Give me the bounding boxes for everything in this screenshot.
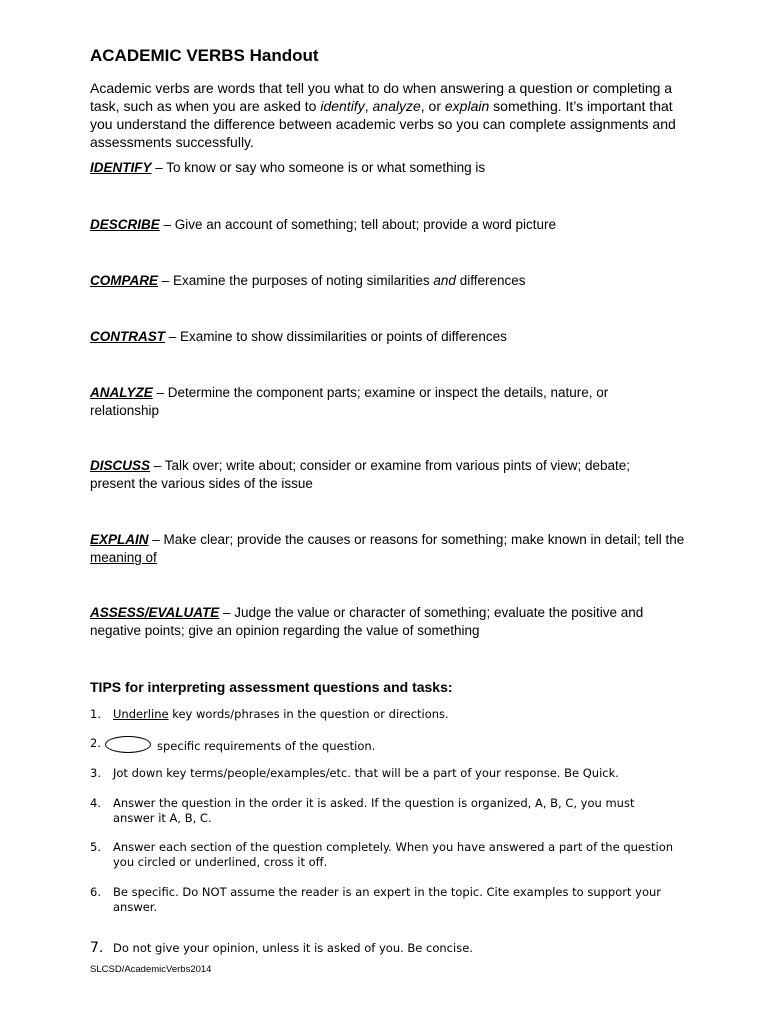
definition-text: – Determine the component parts; examine or inspect the details, nature, or relationship — [90, 385, 609, 418]
tip-text: Be specific. Do NOT assume the reader is an expert in the topic. Cite examples to support your answer. — [113, 885, 661, 914]
tip-text-rest: key words/phrases in the question or directions. — [168, 707, 449, 721]
definition-text: – Examine to show dissimilarities or points of differences — [165, 329, 507, 344]
oval-circle-icon — [105, 736, 151, 753]
tip-item-4 — [90, 796, 665, 826]
term-describe: DESCRIBE — [90, 217, 160, 232]
tip-number: 3. — [90, 766, 101, 780]
tip-item-7 — [90, 941, 690, 956]
term-discuss: DISCUSS — [90, 458, 151, 473]
tip-item-6 — [90, 885, 665, 915]
definition-text: – Examine the purposes of noting similarities — [158, 273, 434, 288]
tip-number: 5. — [90, 840, 101, 854]
term-explain: EXPLAIN — [90, 532, 149, 547]
definition-describe — [90, 216, 690, 234]
intro-text-2: something. It’s important that you understand the difference between academic verbs so you can complete assignments and assessments successfully. — [90, 98, 676, 150]
definition-assess-evaluate — [90, 604, 665, 640]
term-compare: COMPARE — [90, 273, 159, 288]
tip-text: Answer the question in the order it is asked. If the question is organized, A, B, C, you must answer it A, B, C. — [113, 796, 635, 825]
definition-text: – Talk over; write about; consider or examine from various pints of view; debate; present the various sides of the issue — [90, 458, 630, 491]
intro-em-identify: identify — [320, 98, 365, 114]
tip-text-rest: specific requirements of the question. — [157, 739, 376, 753]
intro-sep-2: , or — [420, 98, 445, 114]
tip-item-5 — [90, 840, 685, 870]
tip-text: Jot down key terms/people/examples/etc. that will be a part of your response. Be Quick. — [113, 766, 619, 780]
tip-item-2 — [90, 736, 690, 754]
page-title: ACADEMIC VERBS Handout — [90, 46, 319, 65]
term-contrast: CONTRAST — [90, 329, 165, 344]
tip-number: 4. — [90, 796, 101, 810]
tip-underlined: Underline — [113, 707, 169, 721]
intro-em-explain: explain — [444, 98, 490, 114]
definition-text: – Give an account of something; tell about; provide a word picture — [159, 217, 556, 232]
definition-contrast — [90, 328, 690, 346]
definition-emphasis: and — [433, 273, 456, 288]
definition-text: – To know or say who someone is or what something is — [151, 160, 486, 175]
tips-heading: TIPS for interpreting assessment questions and tasks: — [90, 679, 453, 695]
tip-number: 1. — [90, 707, 101, 721]
definition-underlined: meaning of — [90, 550, 157, 565]
tip-text — [113, 736, 690, 754]
tip-number: 2. — [90, 736, 101, 750]
tip-text — [113, 707, 690, 722]
intro-sep-1: , — [364, 98, 373, 114]
intro-em-analyze: analyze — [372, 98, 421, 114]
definition-text: differences — [455, 273, 526, 288]
intro-paragraph — [90, 79, 680, 151]
definition-explain — [90, 531, 690, 567]
page-footer: SLCSD/AcademicVerbs2014 — [90, 964, 212, 975]
definition-compare — [90, 272, 690, 290]
tip-item-1 — [90, 707, 690, 722]
term-identify: IDENTIFY — [90, 160, 152, 175]
definition-identify — [90, 159, 690, 177]
tip-text: Do not give your opinion, unless it is asked of you. Be concise. — [113, 941, 473, 955]
definition-analyze — [90, 384, 635, 420]
definition-text: – Judge the value or character of something; evaluate the positive and negative points; give an opinion regarding the value of something — [90, 605, 644, 638]
tip-item-3 — [90, 766, 690, 781]
definition-discuss — [90, 457, 660, 493]
tip-number: 6. — [90, 885, 101, 899]
tip-text: Answer each section of the question completely. When you have answered a part of the question you circled or underlined, cross it off. — [113, 840, 674, 869]
intro-text-1: Academic verbs are words that tell you what to do when answering a question or completing a task, such as when you are asked to — [90, 80, 673, 114]
term-analyze: ANALYZE — [90, 385, 153, 400]
tip-number: 7. — [90, 940, 104, 956]
term-assess-evaluate: ASSESS/EVALUATE — [90, 605, 220, 620]
definition-text: – Make clear; provide the causes or reasons for something; make known in detail; tell the — [148, 532, 685, 547]
